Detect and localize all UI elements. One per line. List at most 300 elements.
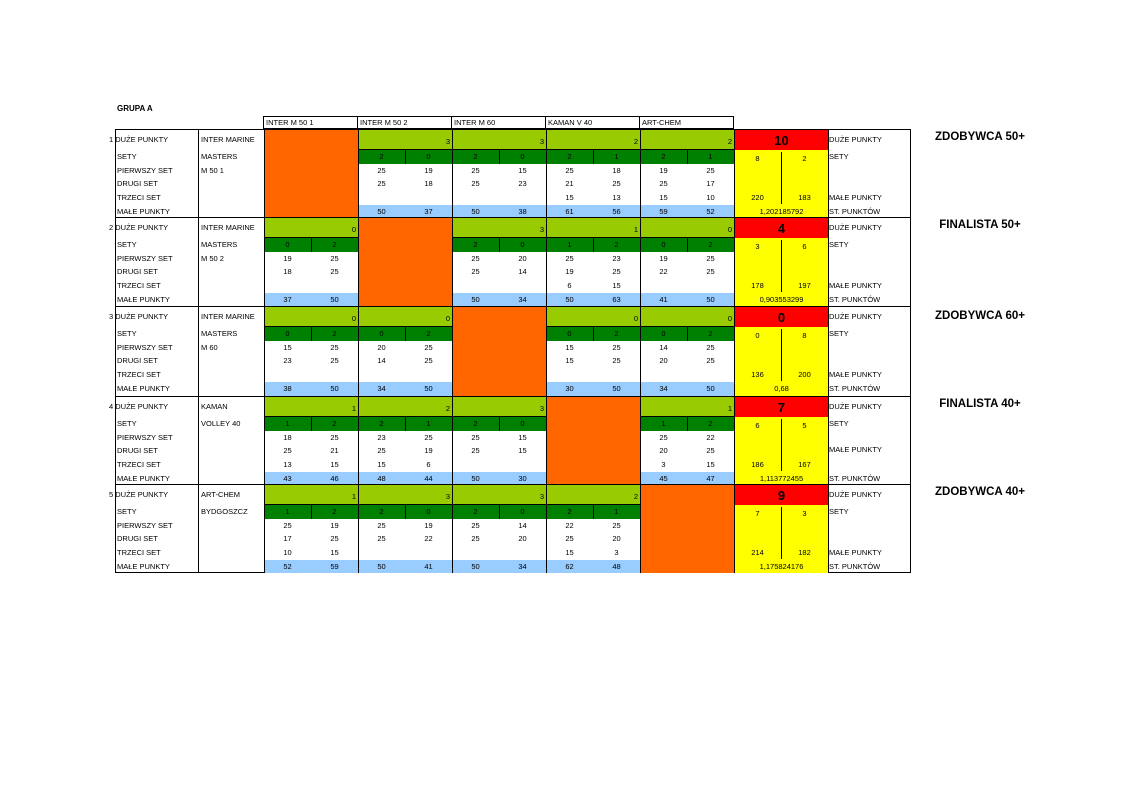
sets-value: 2	[473, 152, 478, 161]
big-points-cell: 1	[265, 485, 358, 505]
big-points-cell: 1	[641, 397, 734, 417]
big-points-cell: 3	[453, 397, 546, 417]
set-score: 25	[471, 521, 480, 530]
small-points-value: 30	[565, 384, 574, 393]
set-score: 21	[565, 179, 574, 188]
small-points-value: 41	[659, 295, 668, 304]
set-score: 6	[567, 281, 572, 290]
set-score: 25	[612, 356, 621, 365]
set-score: 10	[283, 548, 292, 557]
set-score: 25	[706, 267, 715, 276]
small-points-value: 38	[518, 207, 527, 216]
set-score: 25	[377, 521, 386, 530]
set-score: 19	[283, 254, 292, 263]
summary-sets: 0	[755, 331, 760, 340]
total-big-points: 9	[735, 485, 828, 505]
set-score: 15	[330, 460, 339, 469]
column-header: INTER M 50 2	[357, 116, 452, 129]
small-points-value: 41	[424, 562, 433, 571]
set-score: 20	[377, 343, 386, 352]
divider	[198, 130, 199, 218]
set-score: 14	[518, 267, 527, 276]
sets-value: 2	[614, 329, 619, 338]
set-score: 17	[283, 534, 292, 543]
big-points-cell: 0	[359, 307, 452, 327]
team-block	[109, 306, 911, 397]
divider	[198, 218, 199, 307]
sets-value: 0	[520, 152, 525, 161]
sets-value: 2	[473, 240, 478, 249]
summary-small-points: 183	[798, 193, 811, 202]
summary-sets: 2	[802, 154, 807, 163]
set-score: 25	[565, 254, 574, 263]
points-ratio: 0,68	[774, 384, 789, 393]
summary-sets: 8	[802, 331, 807, 340]
set-score: 25	[706, 446, 715, 455]
sets-value: 2	[332, 419, 337, 428]
set-score: 20	[659, 356, 668, 365]
big-points-cell: 3	[359, 130, 452, 150]
team-number: 3	[109, 312, 116, 321]
total-big-points: 10	[735, 130, 828, 150]
row-label: TRZECI SET	[117, 548, 161, 557]
set-score: 25	[706, 166, 715, 175]
small-points-value: 34	[659, 384, 668, 393]
summary-sets: 5	[802, 421, 807, 430]
summary-label: MAŁE PUNKTY	[829, 193, 882, 202]
award-label: ZDOBYWCA 40+	[935, 486, 1025, 498]
set-score: 13	[612, 193, 621, 202]
set-score: 20	[612, 534, 621, 543]
set-score: 20	[518, 254, 527, 263]
set-score: 6	[426, 460, 431, 469]
small-points-value: 50	[377, 562, 386, 571]
small-points-value: 38	[283, 384, 292, 393]
points-ratio: 0,903553299	[759, 295, 804, 304]
set-score: 22	[424, 534, 433, 543]
set-score: 25	[612, 179, 621, 188]
small-points-value: 50	[706, 295, 715, 304]
set-score: 22	[565, 521, 574, 530]
team-name-line: MASTERS	[201, 152, 238, 161]
sets-value: 2	[473, 419, 478, 428]
team-name-line: VOLLEY 40	[201, 419, 241, 428]
sets-value: 2	[567, 507, 572, 516]
set-score: 23	[283, 356, 292, 365]
set-score: 15	[330, 548, 339, 557]
sets-value: 1	[708, 152, 713, 161]
sets-value: 0	[661, 240, 666, 249]
set-score: 25	[706, 356, 715, 365]
row-label: MAŁE PUNKTY	[117, 295, 170, 304]
sets-value: 0	[520, 240, 525, 249]
column-header: INTER M 60	[451, 116, 546, 129]
team-name-line: INTER MARINE	[201, 223, 255, 232]
team-name-line: M 50 2	[201, 254, 224, 263]
small-points-value: 61	[565, 207, 574, 216]
row-label: PIERWSZY SET	[117, 166, 173, 175]
row-label: SETY	[117, 152, 137, 161]
total-big-points: 0	[735, 307, 828, 327]
set-score: 18	[283, 267, 292, 276]
team-number: 2	[109, 223, 116, 232]
big-points-cell: 0	[265, 218, 358, 238]
row-label	[108, 134, 198, 146]
row-label-text: DUŻE PUNKTY	[115, 223, 169, 232]
sets-value: 2	[332, 329, 337, 338]
team-name-line: MASTERS	[201, 329, 238, 338]
small-points-value: 37	[424, 207, 433, 216]
set-score: 3	[614, 548, 619, 557]
set-score: 25	[471, 166, 480, 175]
sets-value: 2	[379, 152, 384, 161]
summary-sets: 8	[755, 154, 760, 163]
set-score: 10	[706, 193, 715, 202]
total-big-points: 4	[735, 218, 828, 238]
self-match-cell	[265, 130, 358, 218]
small-points-value: 34	[377, 384, 386, 393]
sets-value: 0	[379, 329, 384, 338]
set-score: 23	[518, 179, 527, 188]
summary-label: DUŻE PUNKTY	[829, 223, 882, 232]
team-name-line: MASTERS	[201, 240, 238, 249]
summary-label: SETY	[829, 507, 849, 516]
summary-label: DUŻE PUNKTY	[829, 312, 882, 321]
team-name-line: ART-CHEM	[201, 490, 241, 499]
sets-value: 2	[708, 240, 713, 249]
set-score: 15	[565, 343, 574, 352]
divider	[198, 485, 199, 573]
small-points-value: 48	[377, 474, 386, 483]
sets-value: 1	[426, 419, 431, 428]
set-score: 19	[424, 166, 433, 175]
sets-value: 2	[379, 419, 384, 428]
small-points-value: 47	[706, 474, 715, 483]
sets-value: 2	[567, 152, 572, 161]
summary-label: ST. PUNKTÓW	[829, 562, 881, 571]
summary-small-points: 214	[751, 548, 764, 557]
small-points-value: 44	[424, 474, 433, 483]
big-points-cell: 2	[641, 130, 734, 150]
set-score: 25	[612, 521, 621, 530]
set-score: 25	[471, 534, 480, 543]
summary-label: ST. PUNKTÓW	[829, 384, 881, 393]
sets-value: 0	[520, 507, 525, 516]
sets-value: 2	[473, 507, 478, 516]
summary-label: ST. PUNKTÓW	[829, 474, 881, 483]
big-points-cell: 0	[265, 307, 358, 327]
small-points-value: 50	[330, 384, 339, 393]
small-points-value: 50	[424, 384, 433, 393]
summary-label: SETY	[829, 240, 849, 249]
set-score: 25	[612, 267, 621, 276]
row-label	[108, 401, 198, 413]
set-score: 19	[330, 521, 339, 530]
row-label: DRUGI SET	[117, 356, 158, 365]
award-label: FINALISTA 50+	[939, 219, 1021, 231]
set-score: 15	[518, 446, 527, 455]
team-number: 1	[109, 135, 116, 144]
summary-small-points: 220	[751, 193, 764, 202]
sets-value: 1	[567, 240, 572, 249]
sets-value: 1	[614, 507, 619, 516]
column-header: KAMAN V 40	[545, 116, 640, 129]
small-points-value: 45	[659, 474, 668, 483]
set-score: 19	[659, 254, 668, 263]
set-score: 14	[518, 521, 527, 530]
big-points-cell: 0	[641, 218, 734, 238]
small-points-value: 48	[612, 562, 621, 571]
set-score: 21	[330, 446, 339, 455]
points-ratio: 1,202185792	[759, 207, 804, 216]
set-score: 17	[706, 179, 715, 188]
row-label: SETY	[117, 419, 137, 428]
sets-value: 0	[285, 240, 290, 249]
team-name-line: INTER MARINE	[201, 135, 255, 144]
summary-label: DUŻE PUNKTY	[829, 402, 882, 411]
row-label: TRZECI SET	[117, 193, 161, 202]
award-label: ZDOBYWCA 50+	[935, 131, 1025, 143]
summary-small-points: 182	[798, 548, 811, 557]
summary-sets: 7	[755, 509, 760, 518]
row-label: TRZECI SET	[117, 370, 161, 379]
sets-value: 2	[708, 329, 713, 338]
award-label: FINALISTA 40+	[939, 398, 1021, 410]
team-number: 4	[109, 402, 116, 411]
small-points-value: 50	[330, 295, 339, 304]
set-score: 15	[518, 166, 527, 175]
sets-value: 2	[379, 507, 384, 516]
set-score: 20	[659, 446, 668, 455]
small-points-value: 50	[612, 384, 621, 393]
self-match-cell	[359, 218, 452, 307]
summary-sets: 3	[755, 242, 760, 251]
small-points-value: 50	[471, 474, 480, 483]
set-score: 25	[283, 521, 292, 530]
set-score: 14	[659, 343, 668, 352]
set-score: 25	[330, 433, 339, 442]
row-label: SETY	[117, 240, 137, 249]
set-score: 13	[283, 460, 292, 469]
summary-label: SETY	[829, 152, 849, 161]
set-score: 25	[377, 534, 386, 543]
summary-small-points: 197	[798, 281, 811, 290]
small-points-value: 52	[283, 562, 292, 571]
small-points-value: 50	[377, 207, 386, 216]
sets-value: 1	[661, 419, 666, 428]
summary-label: SETY	[829, 329, 849, 338]
small-points-value: 50	[706, 384, 715, 393]
sets-value: 0	[426, 507, 431, 516]
sets-value: 0	[567, 329, 572, 338]
row-label: TRZECI SET	[117, 281, 161, 290]
set-score: 18	[283, 433, 292, 442]
small-points-value: 62	[565, 562, 574, 571]
row-label: PIERWSZY SET	[117, 433, 173, 442]
divider	[198, 397, 199, 485]
big-points-cell: 1	[547, 218, 640, 238]
summary-label: DUŻE PUNKTY	[829, 490, 882, 499]
team-name-line: KAMAN	[201, 402, 228, 411]
sets-value: 2	[332, 240, 337, 249]
set-score: 25	[424, 343, 433, 352]
sets-value: 0	[661, 329, 666, 338]
set-score: 23	[377, 433, 386, 442]
set-score: 23	[612, 254, 621, 263]
summary-small-points: 200	[798, 370, 811, 379]
row-label-text: DUŻE PUNKTY	[115, 135, 169, 144]
set-score: 25	[330, 356, 339, 365]
team-block	[109, 217, 911, 307]
row-label-text: DUŻE PUNKTY	[115, 490, 169, 499]
big-points-cell: 2	[359, 397, 452, 417]
team-block	[109, 129, 911, 218]
set-score: 15	[659, 193, 668, 202]
big-points-cell: 1	[265, 397, 358, 417]
row-label: PIERWSZY SET	[117, 343, 173, 352]
set-score: 20	[518, 534, 527, 543]
row-label	[108, 489, 198, 501]
sets-value: 1	[614, 152, 619, 161]
set-score: 25	[377, 446, 386, 455]
small-points-value: 56	[612, 207, 621, 216]
small-points-value: 52	[706, 207, 715, 216]
set-score: 25	[330, 267, 339, 276]
sets-value: 2	[708, 419, 713, 428]
set-score: 3	[661, 460, 666, 469]
summary-label: ST. PUNKTÓW	[829, 295, 881, 304]
summary-label: DUŻE PUNKTY	[829, 135, 882, 144]
sets-value: 0	[520, 419, 525, 428]
small-points-value: 37	[283, 295, 292, 304]
small-points-value: 63	[612, 295, 621, 304]
set-score: 22	[706, 433, 715, 442]
big-points-cell: 3	[453, 218, 546, 238]
sets-value: 0	[285, 329, 290, 338]
set-score: 25	[330, 343, 339, 352]
set-score: 25	[659, 179, 668, 188]
big-points-cell: 3	[453, 130, 546, 150]
sets-value: 2	[661, 152, 666, 161]
summary-sets: 3	[802, 509, 807, 518]
big-points-cell: 0	[547, 307, 640, 327]
set-score: 18	[612, 166, 621, 175]
set-score: 15	[565, 356, 574, 365]
summary-sets: 6	[755, 421, 760, 430]
self-match-cell	[547, 397, 640, 485]
set-score: 22	[659, 267, 668, 276]
set-score: 25	[565, 166, 574, 175]
set-score: 25	[565, 534, 574, 543]
group-title: GRUPA A	[117, 104, 153, 113]
summary-label: MAŁE PUNKTY	[829, 548, 882, 557]
set-score: 19	[565, 267, 574, 276]
set-score: 15	[377, 460, 386, 469]
sets-value: 1	[285, 507, 290, 516]
set-score: 25	[471, 267, 480, 276]
divider	[198, 307, 199, 397]
column-header: ART-CHEM	[639, 116, 734, 129]
summary-label: MAŁE PUNKTY	[829, 281, 882, 290]
set-score: 19	[424, 446, 433, 455]
row-label: DRUGI SET	[117, 446, 158, 455]
set-score: 25	[471, 433, 480, 442]
sets-value: 2	[332, 507, 337, 516]
summary-small-points: 178	[751, 281, 764, 290]
small-points-value: 34	[518, 295, 527, 304]
set-score: 25	[330, 534, 339, 543]
set-score: 15	[565, 548, 574, 557]
set-score: 14	[377, 356, 386, 365]
row-label-text: DUŻE PUNKTY	[115, 402, 169, 411]
set-score: 25	[424, 433, 433, 442]
self-match-cell	[641, 485, 734, 573]
set-score: 18	[424, 179, 433, 188]
row-label: PIERWSZY SET	[117, 254, 173, 263]
team-block	[109, 396, 911, 485]
small-points-value: 30	[518, 474, 527, 483]
team-name-line: BYDGOSZCZ	[201, 507, 248, 516]
summary-small-points: 167	[798, 460, 811, 469]
row-label: DRUGI SET	[117, 267, 158, 276]
set-score: 19	[424, 521, 433, 530]
set-score: 15	[706, 460, 715, 469]
summary-label: MAŁE PUNKTY	[829, 445, 882, 454]
small-points-value: 50	[471, 295, 480, 304]
team-name-line: M 60	[201, 343, 218, 352]
team-number: 5	[109, 490, 116, 499]
big-points-cell: 3	[453, 485, 546, 505]
row-label: MAŁE PUNKTY	[117, 474, 170, 483]
small-points-value: 50	[565, 295, 574, 304]
set-score: 25	[471, 179, 480, 188]
row-label: MAŁE PUNKTY	[117, 207, 170, 216]
set-score: 25	[424, 356, 433, 365]
row-label-text: DUŻE PUNKTY	[115, 312, 169, 321]
small-points-value: 50	[471, 207, 480, 216]
summary-label: MAŁE PUNKTY	[829, 370, 882, 379]
small-points-value: 34	[518, 562, 527, 571]
row-label	[108, 222, 198, 234]
set-score: 25	[377, 166, 386, 175]
set-score: 25	[283, 446, 292, 455]
set-score: 25	[706, 343, 715, 352]
small-points-value: 50	[471, 562, 480, 571]
summary-label: ST. PUNKTÓW	[829, 207, 881, 216]
set-score: 25	[377, 179, 386, 188]
set-score: 15	[518, 433, 527, 442]
row-label: MAŁE PUNKTY	[117, 562, 170, 571]
summary-label: SETY	[829, 419, 849, 428]
summary-small-points: 186	[751, 460, 764, 469]
set-score: 15	[283, 343, 292, 352]
team-block	[109, 484, 911, 573]
points-ratio: 1,113772455	[759, 474, 804, 483]
big-points-cell: 2	[547, 130, 640, 150]
column-header: INTER M 50 1	[263, 116, 358, 129]
row-label: MAŁE PUNKTY	[117, 384, 170, 393]
row-label	[108, 311, 198, 323]
set-score: 25	[330, 254, 339, 263]
sets-value: 2	[614, 240, 619, 249]
set-score: 25	[612, 343, 621, 352]
team-name-line: INTER MARINE	[201, 312, 255, 321]
team-name-line: M 50 1	[201, 166, 224, 175]
award-label: ZDOBYWCA 60+	[935, 310, 1025, 322]
row-label: PIERWSZY SET	[117, 521, 173, 530]
set-score: 15	[612, 281, 621, 290]
sets-value: 2	[426, 329, 431, 338]
